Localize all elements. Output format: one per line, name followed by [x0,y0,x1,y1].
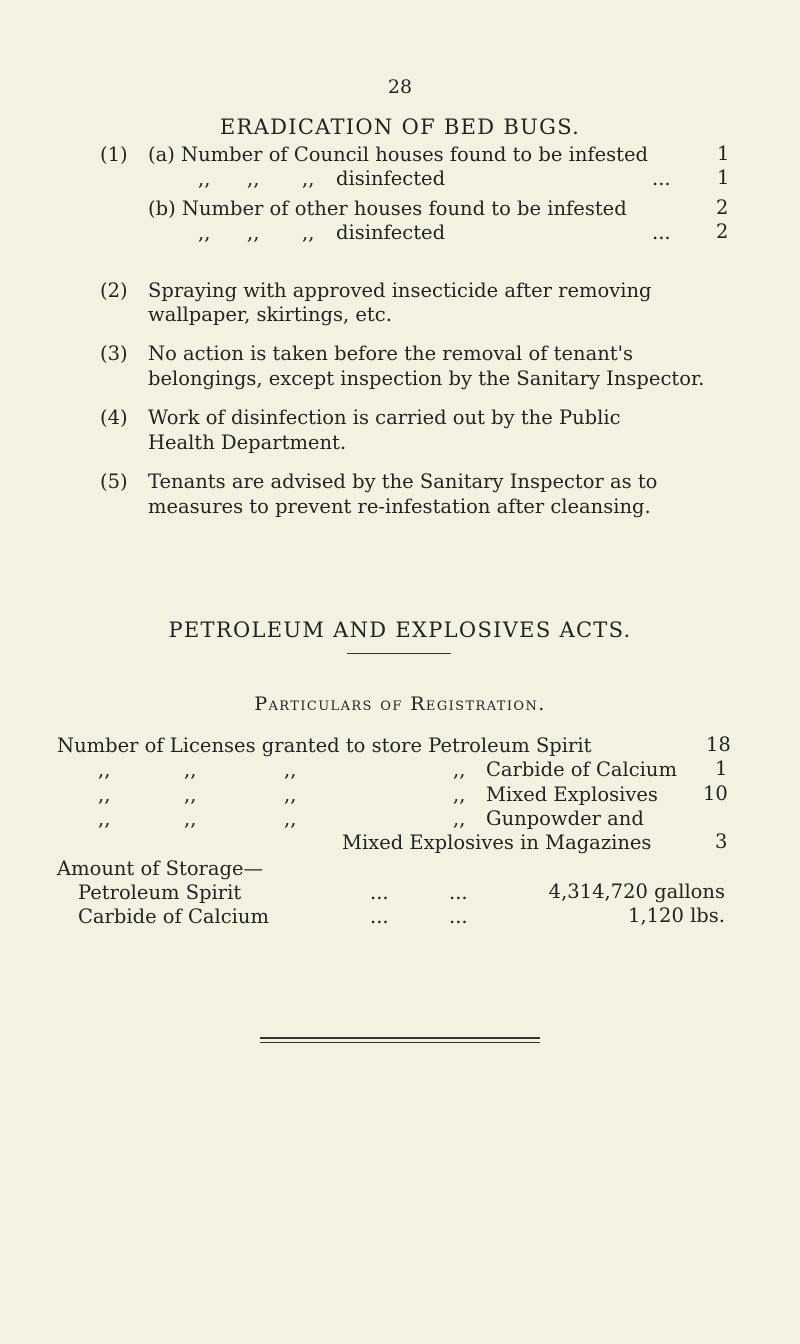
ditto-mark: ,, [284,807,297,830]
item-1-number: (1) [100,143,128,166]
ditto-mark: ,, [98,807,111,830]
storage-petroleum-value: 4,314,720 gallons [548,880,725,903]
ditto-mark: ,, [184,758,197,781]
licenses-line: Number of Licenses granted to store Petroleum Spirit [57,734,592,757]
leader-dots: ... [449,905,468,928]
storage-heading: Amount of Storage— [57,857,264,880]
item-2-line-1: Spraying with approved insecticide after removing [148,279,652,302]
item-2-number: (2) [100,279,128,302]
item-1a-infested-value: 1 [717,142,730,165]
item-5-number: (5) [100,470,128,493]
item-5-line-1: Tenants are advised by the Sanitary Inspector as to [148,470,658,493]
ditto-mark: ,, [98,783,111,806]
ditto-mark: ,, [198,167,211,190]
item-3-number: (3) [100,342,128,365]
ditto-mark: ,, [284,783,297,806]
mixed-explosives-count: 10 [703,782,728,805]
item-5-line-2: measures to prevent re-infestation after cleansing. [148,495,651,518]
storage-petroleum-label: Petroleum Spirit [78,881,242,904]
carbide-label: Carbide of Calcium [486,758,677,781]
item-1a-label: (a) Number of Council houses found to be infested [148,143,649,166]
carbide-count: 1 [715,757,728,780]
item-1b-disinfected-label: disinfected [336,221,446,244]
ditto-mark: ,, [453,783,466,806]
closing-rule-bottom [260,1042,540,1043]
petroleum-spirit-count: 18 [706,733,731,756]
particulars-subtitle: Particulars of Registration. [254,693,546,715]
storage-carbide-value: 1,120 lbs. [628,904,725,927]
item-1b-infested-value: 2 [716,196,729,219]
item-1a-disinfected-value: 1 [717,166,730,189]
ditto-mark: ,, [184,807,197,830]
gunpowder-label: Gunpowder and [486,807,644,830]
item-4-number: (4) [100,406,128,429]
item-4-line-1: Work of disinfection is carried out by the Public [148,406,621,429]
title-underline [347,653,451,654]
leader-dots: ... [370,881,389,904]
leader-dots: ... [652,221,671,244]
item-1a-disinfected-label: disinfected [336,167,446,190]
item-4-line-2: Health Department. [148,431,347,454]
ditto-mark: ,, [184,783,197,806]
ditto-mark: ,, [247,221,260,244]
ditto-mark: ,, [198,221,211,244]
bedbugs-title: ERADICATION OF BED BUGS. [219,115,581,139]
magazines-label: Mixed Explosives in Magazines [342,831,652,854]
petroleum-title: PETROLEUM AND EXPLOSIVES ACTS. [168,618,632,642]
leader-dots: ... [652,167,671,190]
closing-rule-top [260,1037,540,1039]
ditto-mark: ,, [98,758,111,781]
ditto-mark: ,, [453,807,466,830]
page-number: 28 [387,76,413,98]
ditto-mark: ,, [302,221,315,244]
item-3-line-1: No action is taken before the removal of tenant's [148,342,633,365]
leader-dots: ... [370,905,389,928]
ditto-mark: ,, [302,167,315,190]
ditto-mark: ,, [453,758,466,781]
magazines-count: 3 [715,830,728,853]
mixed-explosives-label: Mixed Explosives [486,783,658,806]
item-3-line-2: belongings, except inspection by the Sanitary Inspector. [148,367,705,390]
storage-carbide-label: Carbide of Calcium [78,905,269,928]
leader-dots: ... [449,881,468,904]
item-1b-label: (b) Number of other houses found to be infested [148,197,627,220]
item-1b-disinfected-value: 2 [716,220,729,243]
item-2-line-2: wallpaper, skirtings, etc. [148,303,392,326]
ditto-mark: ,, [284,758,297,781]
ditto-mark: ,, [247,167,260,190]
